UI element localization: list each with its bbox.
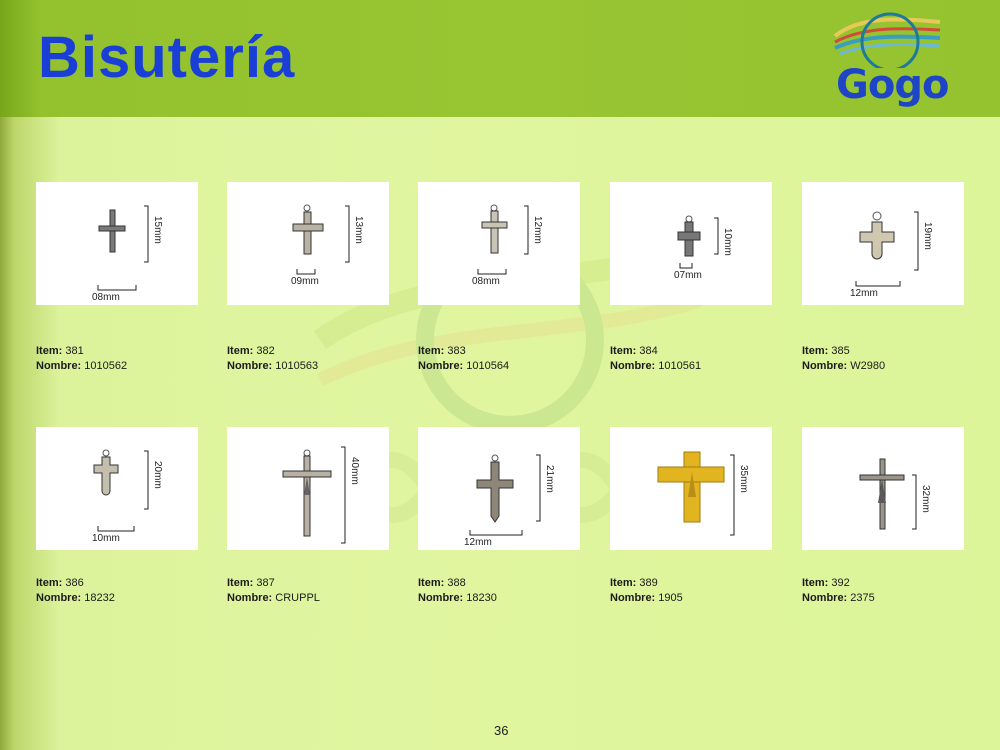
name-row [36,591,115,606]
width-label: 07mm [674,270,702,281]
name-label: Nombre: [418,592,464,604]
width-label: 12mm [850,288,878,299]
item-row [802,344,885,359]
item-row [227,576,320,591]
logo-swoosh-icon [830,8,945,68]
item-value: 385 [831,345,850,357]
height-label: 40mm [349,457,360,485]
product-card [227,182,389,305]
product-card [227,427,389,550]
product-info [802,344,885,374]
height-label: 13mm [353,216,364,244]
name-row [610,591,683,606]
cross-pendant-image [610,182,772,305]
height-label: 10mm [722,228,733,256]
name-label: Nombre: [610,360,656,372]
height-dimension-line [345,206,349,262]
item-value: 381 [65,345,84,357]
name-row [802,591,875,606]
item-label: Item: [418,577,445,589]
height-dimension-line [144,206,148,262]
name-row [802,359,885,374]
height-label: 19mm [922,222,933,250]
height-dimension-line [536,455,540,521]
height-label: 32mm [920,485,931,513]
width-dimension-line [98,526,134,531]
product-info [227,344,318,374]
product-info [610,344,701,374]
name-value: 2375 [850,592,875,604]
name-value: 1010561 [658,360,702,372]
item-row [802,576,875,591]
name-row [227,591,320,606]
product-info [610,576,683,606]
page-header [0,0,1000,117]
height-label: 20mm [152,461,163,489]
item-label: Item: [227,577,254,589]
product-info [227,576,320,606]
page-number: 36 [494,723,509,738]
product-card [610,182,772,305]
item-row [36,576,115,591]
product-info [36,576,115,606]
height-dimension-line [144,451,148,509]
name-label: Nombre: [227,592,273,604]
name-value: 1010564 [466,360,510,372]
width-label: 10mm [92,533,120,544]
item-row [610,344,701,359]
product-card [802,182,964,305]
item-label: Item: [36,345,63,357]
cross-pendant-image [227,427,389,550]
height-dimension-line [730,455,734,535]
product-info [418,344,509,374]
name-row [36,359,127,374]
name-row [227,359,318,374]
item-value: 386 [65,577,84,589]
name-value: W2980 [850,360,886,372]
product-info [418,576,497,606]
height-label: 15mm [152,216,163,244]
height-dimension-line [714,218,718,254]
product-card [802,427,964,550]
item-row [418,344,509,359]
name-label: Nombre: [418,360,464,372]
width-label: 12mm [464,537,492,548]
item-value: 389 [639,577,658,589]
item-label: Item: [802,577,829,589]
cross-pendant-image [36,182,198,305]
name-row [418,591,497,606]
item-value: 388 [447,577,466,589]
item-row [36,344,127,359]
name-value: 1010562 [84,360,128,372]
width-dimension-line [297,269,315,274]
item-label: Item: [418,345,445,357]
item-value: 382 [256,345,275,357]
width-dimension-line [470,530,522,535]
height-label: 21mm [544,465,555,493]
item-label: Item: [227,345,254,357]
logo-text: Gogo [836,62,949,108]
height-dimension-line [912,475,916,529]
item-value: 387 [256,577,275,589]
name-row [418,359,509,374]
cross-pendant-image [802,427,964,550]
item-label: Item: [610,345,637,357]
width-dimension-line [478,269,506,274]
name-value: 1010563 [275,360,319,372]
height-label: 12mm [532,216,543,244]
name-label: Nombre: [802,592,848,604]
item-row [418,576,497,591]
item-value: 384 [639,345,658,357]
item-label: Item: [802,345,829,357]
item-label: Item: [610,577,637,589]
item-label: Item: [36,577,63,589]
product-info [802,576,875,606]
height-dimension-line [341,447,345,543]
name-label: Nombre: [610,592,656,604]
product-card [36,427,198,550]
page-title: Bisutería [38,25,296,90]
name-value: 1905 [658,592,683,604]
name-value: 18232 [84,592,115,604]
name-label: Nombre: [227,360,273,372]
width-label: 08mm [472,276,500,287]
item-row [610,576,683,591]
height-dimension-line [524,206,528,254]
width-dimension-line [680,263,692,268]
product-card [418,427,580,550]
product-card [36,182,198,305]
item-value: 392 [831,577,850,589]
name-value: 18230 [466,592,497,604]
name-row [610,359,701,374]
height-label: 35mm [738,465,749,493]
width-label: 09mm [291,276,319,287]
product-info [36,344,127,374]
product-card [610,427,772,550]
name-label: Nombre: [802,360,848,372]
name-value: CRUPPL [275,592,320,604]
item-value: 383 [447,345,466,357]
name-label: Nombre: [36,592,82,604]
name-label: Nombre: [36,360,82,372]
cross-pendant-image [418,427,580,550]
brand-logo [830,8,949,113]
width-dimension-line [856,281,900,286]
cross-pendant-image [802,182,964,305]
width-label: 08mm [92,292,120,303]
height-dimension-line [914,212,918,270]
cross-pendant-image [36,427,198,550]
product-card [418,182,580,305]
width-dimension-line [98,285,136,290]
item-row [227,344,318,359]
